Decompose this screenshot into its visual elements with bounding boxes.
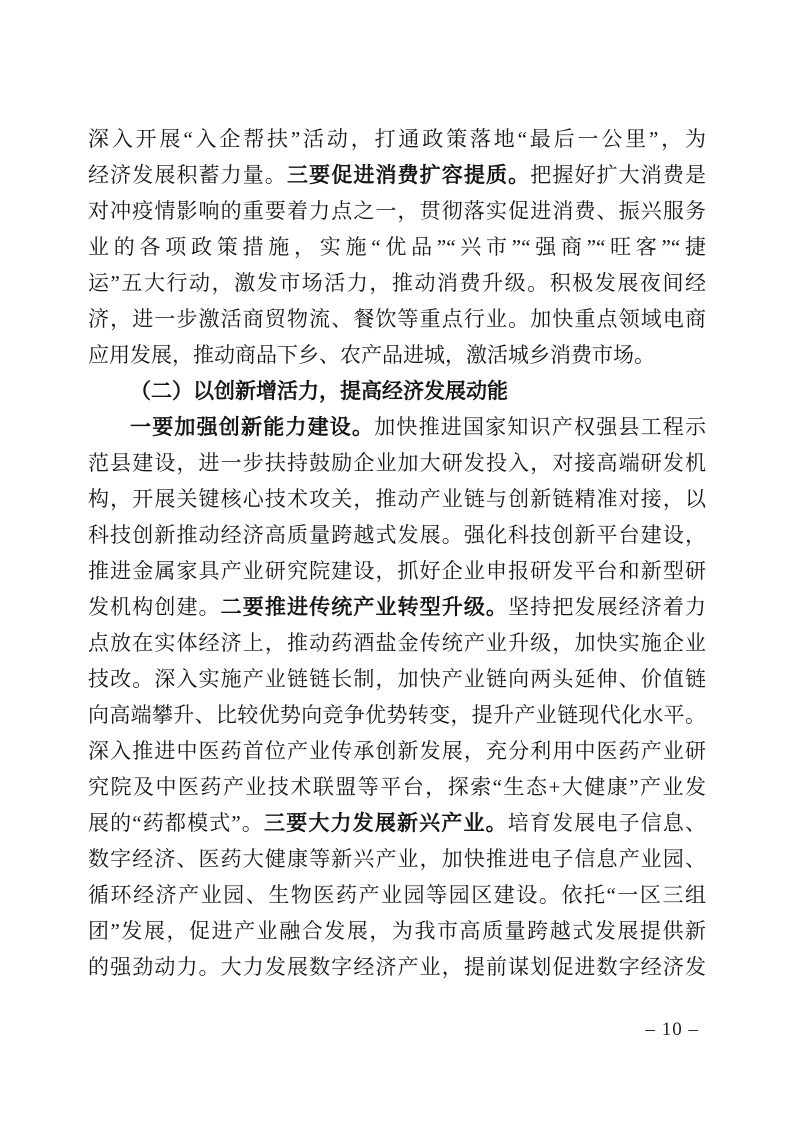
text-segment: 的强劲动力。大力发展数字经济产业，提前谋划促进数字经济发 [88, 955, 706, 979]
text-segment: （二）以创新增活力，提高经济发展动能 [130, 379, 508, 403]
text-line [88, 157, 706, 193]
text-segment: 济，进一步激活商贸物流、餐饮等重点行业。加快重点领域电商 [88, 307, 706, 331]
text-segment: 向高端攀升、比较优势向竞争优势转变，提升产业链现代化水平。 [88, 703, 706, 727]
text-line [88, 301, 706, 337]
text-segment: 三要促进消费扩容提质。 [287, 163, 531, 187]
text-segment: 业的各项政策措施，实施“优品”“兴市”“强商”“旺客”“捷 [88, 235, 706, 259]
page-number: – 10 – [645, 1019, 699, 1040]
text-segment: 科技创新推动经济高质量跨越式发展。强化科技创新平台建设， [88, 523, 706, 547]
text-line [88, 481, 706, 517]
text-segment: 构，开展关键核心技术攻关，推动产业链与创新链精准对接，以 [88, 487, 706, 511]
document-body [88, 121, 706, 985]
text-line [88, 553, 706, 589]
text-segment: 范县建设，进一步扶持鼓励企业加大研发投入，对接高端研发机 [88, 451, 706, 475]
text-segment: 技改。深入实施产业链链长制，加快产业链向两头延伸、价值链 [88, 667, 706, 691]
section-heading [88, 373, 706, 409]
text-segment: 推进金属家具产业研究院建设，抓好企业申报研发平台和新型研 [88, 559, 706, 583]
text-segment: 深入开展“入企帮扶”活动，打通政策落地“最后一公里”，为 [88, 127, 706, 151]
text-line [88, 229, 706, 265]
text-line [88, 769, 706, 805]
text-line [88, 517, 706, 553]
text-segment: 坚持把发展经济着力 [508, 595, 707, 619]
text-line [88, 625, 706, 661]
text-line [88, 337, 706, 373]
text-segment: 发机构创建。 [88, 595, 221, 619]
text-segment: 应用发展，推动商品下乡、农产品进城，激活城乡消费市场。 [88, 343, 655, 367]
text-segment: 加快推进国家知识产权强县工程示 [374, 415, 707, 439]
text-segment: 一要加强创新能力建设。 [130, 415, 375, 439]
text-line [88, 445, 706, 481]
text-segment: 深入推进中医药首位产业传承创新发展，充分利用中医药产业研 [88, 739, 706, 763]
text-line [88, 877, 706, 913]
text-line [88, 949, 706, 985]
text-segment: 培育发展电子信息、 [507, 811, 707, 835]
text-line [88, 733, 706, 769]
text-line [88, 697, 706, 733]
text-line [88, 265, 706, 301]
text-segment: 运”五大行动，激发市场活力，推动消费升级。积极发展夜间经 [88, 271, 706, 295]
text-line [88, 841, 706, 877]
text-segment: 点放在实体经济上，推动药酒盐金传统产业升级，加快实施企业 [88, 631, 706, 655]
text-segment: 经济发展积蓄力量。 [88, 163, 287, 187]
text-line [88, 589, 706, 625]
text-line [88, 409, 706, 445]
text-segment: 究院及中医药产业技术联盟等平台，探索“生态+大健康”产业发 [88, 775, 706, 799]
text-segment: 把握好扩大消费是 [530, 163, 707, 187]
text-line [88, 661, 706, 697]
text-segment: 循环经济产业园、生物医药产业园等园区建设。依托“一区三组 [88, 883, 706, 907]
text-line [88, 121, 706, 157]
text-segment: 二要推进传统产业转型升级。 [220, 595, 509, 619]
text-segment: 展的“药都模式”。 [88, 811, 265, 835]
text-line [88, 913, 706, 949]
text-line [88, 805, 706, 841]
text-segment: 团”发展，促进产业融合发展，为我市高质量跨越式发展提供新 [88, 919, 706, 943]
text-line [88, 193, 706, 229]
text-segment: 三要大力发展新兴产业。 [264, 811, 508, 835]
text-segment: 数字经济、医药大健康等新兴产业，加快推进电子信息产业园、 [88, 847, 706, 871]
text-segment: 对冲疫情影响的重要着力点之一，贯彻落实促进消费、振兴服务 [88, 199, 706, 223]
